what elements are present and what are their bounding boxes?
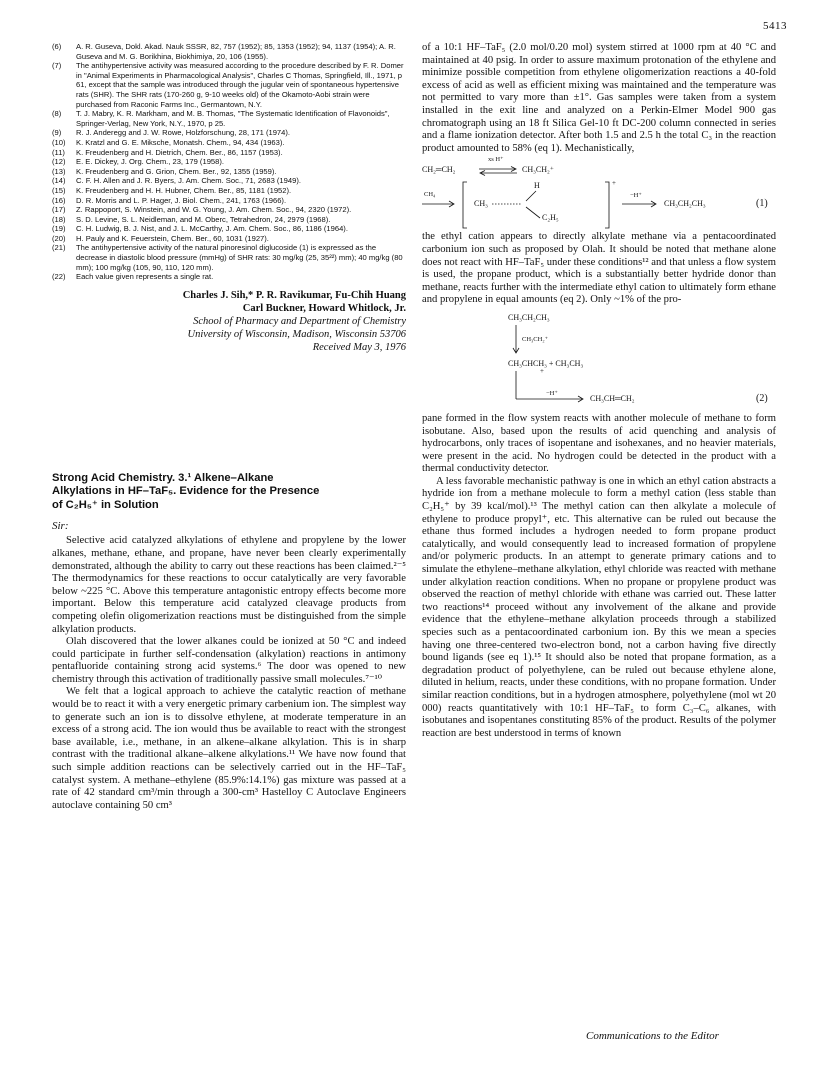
eq2-intermediate: CH₃CHCH₃ + CH₃CH₃ bbox=[508, 358, 584, 368]
eq2-arrow1-label: CH₃CH₂⁺ bbox=[522, 335, 549, 343]
reference-number: (17) bbox=[52, 205, 66, 215]
article-title-line: Strong Acid Chemistry. 3.¹ Alkene–Alkane bbox=[52, 471, 274, 484]
right-column bbox=[422, 42, 776, 740]
eq1-arrow3 bbox=[622, 200, 658, 208]
eq1-number: (1) bbox=[756, 198, 768, 210]
reference-text: R. J. Anderegg and J. W. Rowe, Holzforschung, 28, 171 (1974). bbox=[76, 128, 291, 138]
body-paragraph: Selective acid catalyzed alkylations of ethylene and propylene by the lower alkanes, methane, ethane, and propane, have never been clearly experimentally demonstrated, although the ability to carry out these reactions has been claimed.²⁻⁵ The thermodynamics for these reactions to occur catalytically are very favorable below ~225 °C. Above this temperature antagonistic entropy effects become more important. Below this temperature acid catalyzed cleavage products from competing olefin oligomerization reactions must be distinguished from the simple alkylation products. bbox=[52, 535, 406, 635]
eq1-arrow1-label: xs H⁺ bbox=[488, 156, 504, 164]
reference-text: A. R. Guseva, Dokl. Akad. Nauk SSSR, 82, 757 (1952); 85, 1353 (1952); 94, 1137 (1954); A. R. Guseva and M. G. Borikhina, Biokhimiya, 20, 106 (1955). bbox=[76, 42, 396, 61]
reference-item bbox=[52, 128, 406, 138]
eq1-arrow2 bbox=[422, 200, 456, 208]
body-paragraph: the ethyl cation appears to directly alkylate methane via a pentacoordinated carbonium ion such as proposed by Olah. It should be noted that methane alone does not react with HF–TaF₅ under these conditions¹² and that unless a flow system is used, the propane product, which is a substantially better hydride donor than methane, reacts further with the intermediate ethyl cation to ultimately form ethane and propylene in equal amounts (eq 2). Only ~1% of the pro- bbox=[422, 231, 776, 306]
reference-item bbox=[52, 205, 406, 215]
article-title bbox=[52, 472, 406, 513]
eq1-reactant: CH₂═CH₂ bbox=[422, 165, 456, 175]
reference-item bbox=[52, 186, 406, 196]
reference-item bbox=[52, 109, 406, 128]
salutation: Sir: bbox=[52, 520, 69, 533]
eq2-arrow2-label: −H⁺ bbox=[546, 389, 558, 397]
reference-item bbox=[52, 196, 406, 206]
article-title-line: Alkylations in HF–TaF₅. Evidence for the Presence bbox=[52, 485, 320, 498]
reference-number: (22) bbox=[52, 272, 66, 282]
reference-item bbox=[52, 176, 406, 186]
received-date: Received May 3, 1976 bbox=[312, 341, 406, 353]
reference-number: (15) bbox=[52, 185, 66, 195]
reference-text: E. E. Dickey, J. Org. Chem., 23, 179 (1958). bbox=[76, 157, 224, 167]
eq1-product2: CH₃CH₂CH₃ bbox=[664, 199, 706, 209]
reference-item bbox=[52, 234, 406, 244]
reference-item bbox=[52, 167, 406, 177]
eq1-charge-sign: + bbox=[612, 179, 616, 188]
reference-text: The antihypertensive activity of the natural pinoresinol diglucoside (1) is expressed as the decrease in diastolic blood pressure (mmHg) of SHR rats: 30 mg/kg (25, 35²²) mm); 40 mg/kg (80 mm); 100 mg/kg (105, 90, 110, 120 mm). bbox=[76, 243, 403, 272]
reference-text: T. J. Mabry, K. R. Markham, and M. B. Thomas, "The Systematic Identification of Flavonoids", Springer-Verlag, New York, N.Y., 1970, p 25. bbox=[76, 109, 390, 128]
reference-text: The antihypertensive activity was measured according to the procedure described by F. R. Domer in "Animal Experiments in Pharmacological Analysis", Charles C Thomas, Springfield, Ill., 1971, p 61, except that the sample was introduced through the jugular vein of spontaneous hypertensive rats (SHR). The SHR rats (170-260 g, 9-10 weeks old) of the Okamoto-Aobi strain were purchased from Raconic Farms Inc., Germantown, N.Y. bbox=[76, 61, 404, 109]
reference-text: K. Freudenberg and H. H. Hubner, Chem. Ber., 85, 1181 (1952). bbox=[76, 185, 292, 195]
reference-number: (6) bbox=[52, 42, 62, 51]
eq1-ethyl-group: C₂H₅ bbox=[542, 213, 559, 223]
reference-number: (16) bbox=[52, 195, 66, 205]
reference-item bbox=[52, 157, 406, 167]
authors-line: Carl Buckner, Howard Whitlock, Jr. bbox=[242, 302, 406, 314]
reference-text: K. Freudenberg and H. Dietrich, Chem. Ber., 86, 1157 (1953). bbox=[76, 147, 283, 157]
reference-number: (14) bbox=[52, 176, 66, 186]
reference-number: (12) bbox=[52, 157, 66, 167]
eq2-reactant: CH₃CH₂CH₃ bbox=[508, 312, 550, 322]
body-paragraph: A less favorable mechanistic pathway is one in which an ethyl cation abstracts a hydride ion from a methane molecule to form a methyl cation (less stable than C₂H₅⁺ by 39 kcal/mol).¹³ The methyl cation can then alkylate a molecule of ethylene to produce propyl⁺, etc. This alternative can be ruled out because the ethane thus formed includes a hydrogen needed to form propane product catalytically, and would consequently lead to increased formation of propylene and/or polymeric products. In an attempt to generate primary cations and to simulate the ethylene–methane alkylation, ethyl chloride was reacted with methane under alkylation reaction conditions. When no propane or propylene product was observed the reaction of methyl chloride with ethane was carried out. These latter two reactions¹⁴ proceed without any involvement of the alkane and provide evidence that the ethylene–methane alkylation proceeds through a stabilized species such as a pentacoordinated carbonium ion. By this we mean a species having one three-centered two-electron bond, not a carbon having five directly bound ligands (see eq 1).¹⁵ It should also be noted that propane formation, as a degradation product of polyethylene, can be ruled out because ethylene alone, diluted in helium, reacts, under these conditions, with no propane formation. Under similar reaction conditions, but in a hydrogen atmosphere, polyethylene (mol wt 20 000) reacts quantitatively with 10:1 HF–TaF₅ to form C₃–C₆ alkanes, with isobutanes and isopentanes constituting 85% of the product. Results of the polymer reaction are best understood in terms of known bbox=[422, 475, 776, 739]
reference-text: Each value given represents a single rat. bbox=[76, 272, 214, 282]
reference-number: (18) bbox=[52, 214, 66, 224]
reference-text: C. H. Ludwig, B. J. Nist, and J. L. McCarthy, J. Am. Chem. Soc., 86, 1186 (1964). bbox=[76, 224, 348, 234]
reference-number: (21) bbox=[52, 243, 66, 253]
body-paragraph: We felt that a logical approach to achieve the catalytic reaction of methane would be to react it with a very energetic primary carbenium ion. The simplest way to generate such an ion is to dissolve ethylene, at moderate temperature in an excess of a strong acid. The ion would thus be available to react with the strongest base available, i.e., methane, in an alkene–alkane alkylation. This is in sharp contrast with the traditional alkane–alkene alkylations.¹¹ We have now found that such simple addition reactions can be selectively carried out in the HF–TaF₅ catalyst system. A methane–ethylene (85.9%:14.1%) gas mixture was passed at a rate of 42 standard cm³/min through a 300-cm³ Hastelloy C Autoclave Engineers autoclave containing 50 cm³ bbox=[52, 686, 406, 811]
reference-text: H. Pauly and K. Feuerstein, Chem. Ber., 60, 1031 (1927). bbox=[76, 233, 269, 243]
reference-number: (7) bbox=[52, 61, 62, 71]
reference-number: (8) bbox=[52, 109, 62, 119]
reference-list bbox=[52, 42, 406, 282]
eq1-arrow1 bbox=[478, 166, 518, 176]
eq2-product: CH₃CH═CH₂ bbox=[590, 393, 635, 403]
reference-text: K. Freudenberg and G. Grion, Chem. Ber., 92, 1355 (1959). bbox=[76, 166, 277, 176]
reference-item bbox=[52, 224, 406, 234]
authors-line: Charles J. Sih,* P. R. Ravikumar, Fu-Chih Huang bbox=[182, 289, 406, 301]
affiliation bbox=[52, 315, 406, 341]
reference-text: Z. Rappoport, S. Winstein, and W. G. Young, J. Am. Chem. Soc., 94, 2320 (1972). bbox=[76, 205, 352, 215]
reference-text: S. D. Levine, S. L. Neidleman, and M. Oberc, Tetrahedron, 24, 2979 (1968). bbox=[76, 214, 331, 224]
eq1-arrow3-label: −H⁺ bbox=[630, 192, 642, 200]
eq2-number: (2) bbox=[756, 392, 768, 404]
reference-item bbox=[52, 138, 406, 148]
equation-2 bbox=[422, 309, 776, 407]
reference-text: C. F. H. Allen and J. R. Byers, J. Am. Chem. Soc., 71, 2683 (1949). bbox=[76, 176, 301, 186]
eq1-product1: CH₃CH₂⁺ bbox=[522, 165, 555, 175]
reference-text: D. R. Morris and L. P. Hager, J. Biol. Chem., 241, 1763 (1966). bbox=[76, 195, 287, 205]
affiliation-line: University of Wisconsin, Madison, Wisconsin 53706 bbox=[187, 328, 406, 340]
author-block bbox=[52, 289, 406, 315]
eq2-charge-sign: + bbox=[540, 366, 544, 375]
reference-number: (13) bbox=[52, 166, 66, 176]
left-column bbox=[52, 42, 406, 812]
reference-item bbox=[52, 61, 406, 109]
equation-1 bbox=[422, 156, 776, 227]
journal-section-footer: Communications to the Editor bbox=[586, 1030, 719, 1042]
body-paragraph: of a 10:1 HF–TaF₅ (2.0 mol/0.20 mol) system stirred at 1000 rpm at 40 °C and maintained at 40 psig. In order to assure maximum protonation of the ethylene and minimize possible competition from ethylene oligomerization reactions a 40-fold excess of acid as well as efficient mixing was maintained and the temperature was not permitted to vary more than ±1°. Gas samples were taken from a system installed in the exit line and analyzed on a Perkin-Elmer Model 900 gas chromatograph using an 18 ft Silica Gel-10 ft DC-200 column connected in series and a flame ionization detector. After both 1.5 and 2.5 h the total C₃ in the reaction product amounted to 58% (eq 1). Mechanistically, bbox=[422, 42, 776, 154]
reference-item bbox=[52, 272, 406, 282]
reference-item bbox=[52, 42, 406, 61]
reference-text: K. Kratzl and G. E. Miksche, Monatsh. Chem., 94, 434 (1963). bbox=[76, 137, 285, 147]
reference-number: (11) bbox=[52, 147, 65, 157]
reference-number: (10) bbox=[52, 137, 66, 147]
article-title-line: of C₂H₅⁺ in Solution bbox=[52, 498, 159, 511]
reference-number: (20) bbox=[52, 233, 66, 243]
body-paragraph: pane formed in the flow system reacts with another molecule of methane to form isobutane. Also, based upon the results of acid quenching and analysis of hydrocarbons, only traces of isopentane and isohexanes, and no heavier materials, were present in the acid. No hydrogen could be detected in the product with a thermal conductivity detector. bbox=[422, 412, 776, 475]
eq1-h-atom: H bbox=[534, 181, 540, 191]
reference-item bbox=[52, 148, 406, 158]
eq1-methyl-group: CH₃ bbox=[474, 199, 488, 209]
eq1-arrow2-label: CH₄ bbox=[424, 191, 436, 199]
page-number: 5413 bbox=[763, 20, 787, 32]
eq2-arrow1 bbox=[512, 325, 520, 355]
reference-number: (19) bbox=[52, 224, 66, 234]
reference-item bbox=[52, 243, 406, 272]
body-paragraph: Olah discovered that the lower alkanes could be ionized at 50 °C and indeed could participate in further self-condensation (alkylation) reactions in antimony pentafluoride containing strong acid systems.⁶ The door was opened to new chemistry through this activation of traditionally passive small molecules.⁷⁻¹⁰ bbox=[52, 636, 406, 685]
reference-item bbox=[52, 215, 406, 225]
reference-number: (9) bbox=[52, 128, 62, 138]
eq2-arrow2 bbox=[512, 371, 586, 403]
affiliation-line: School of Pharmacy and Department of Chemistry bbox=[193, 315, 406, 327]
